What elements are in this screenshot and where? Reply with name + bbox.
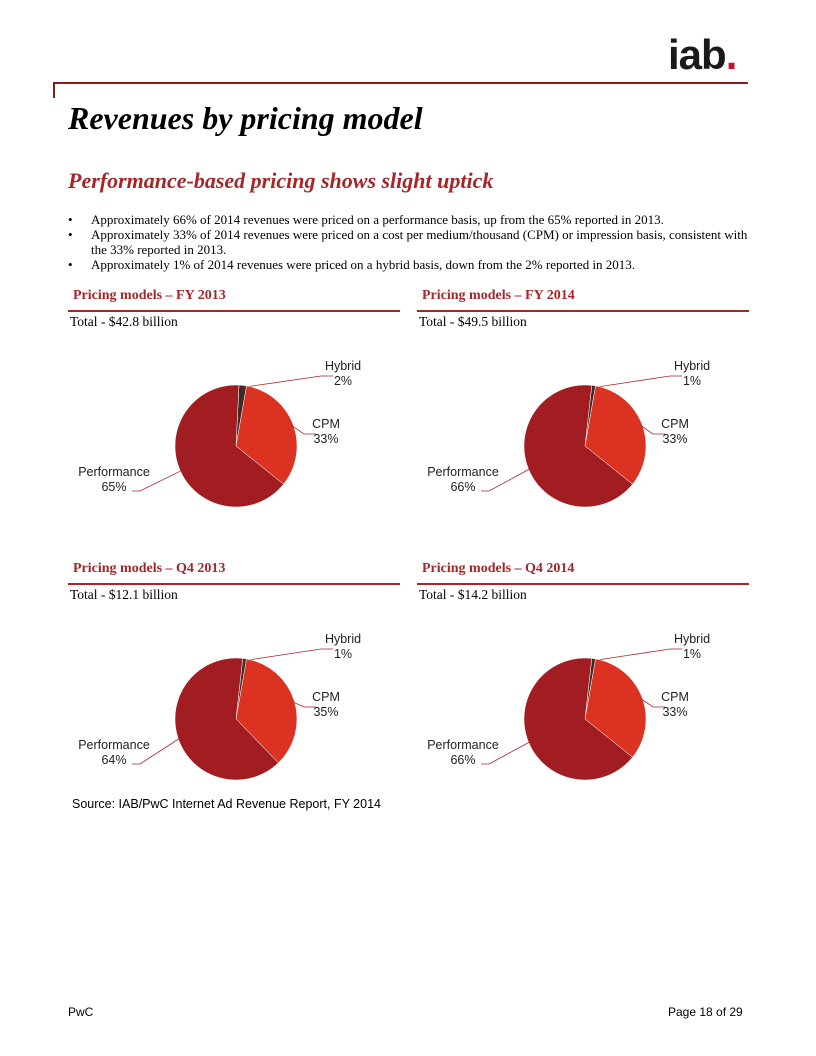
slice-value-label: 1% [682, 647, 702, 661]
slice-name-label: Hybrid [673, 359, 711, 373]
slice-value-label: 65% [101, 480, 127, 494]
logo-text: iab [668, 31, 726, 78]
slice-name-label: CPM [312, 417, 340, 431]
slice-name-label: CPM [661, 417, 689, 431]
slice-value-label: 64% [101, 753, 127, 767]
page-title: Revenues by pricing model [68, 100, 423, 136]
pie-chart [417, 561, 749, 801]
slice-name-label: Hybrid [324, 359, 362, 373]
bullet-list [68, 212, 748, 272]
chart-title: Pricing models – FY 2014 [422, 288, 575, 303]
leader-line-hybrid [244, 649, 333, 661]
pie-chart [417, 288, 749, 528]
chart-panel-q42014 [417, 561, 749, 801]
slice-name-label: Performance [78, 738, 150, 752]
leader-line-hybrid [593, 376, 682, 388]
slice-name-label: Performance [78, 465, 150, 479]
chart-title: Pricing models – Q4 2014 [422, 561, 575, 576]
footer-page-number: Page 18 of 29 [668, 1005, 743, 1019]
chart-panel-fy2013 [68, 288, 400, 528]
slice-value-label: 33% [662, 705, 688, 719]
bullet-item: • Approximately 33% of 2014 revenues were priced on a cost per medium/thousand (CPM) or impression basis, consistent with the 33% reported in 2013. [68, 227, 748, 257]
iab-logo [668, 31, 737, 78]
slice-value-label: 2% [333, 374, 353, 388]
logo-dot: . [725, 31, 737, 78]
slice-name-label: CPM [312, 690, 340, 704]
chart-total: Total - $12.1 billion [70, 587, 178, 602]
pie-chart [68, 561, 400, 801]
slice-name-label: Performance [427, 465, 499, 479]
slice-name-label: Hybrid [324, 632, 362, 646]
bullet-item: • Approximately 66% of 2014 revenues were priced on a performance basis, up from the 65% reported in 2013. [68, 212, 748, 227]
slice-name-label: CPM [661, 690, 689, 704]
chart-total: Total - $49.5 billion [419, 314, 527, 329]
slice-value-label: 33% [313, 432, 339, 446]
leader-line-hybrid [593, 649, 682, 661]
chart-panel-q42013 [68, 561, 400, 801]
slice-name-label: Performance [427, 738, 499, 752]
leader-line-hybrid [243, 376, 333, 387]
slice-value-label: 1% [333, 647, 353, 661]
chart-title: Pricing models – FY 2013 [73, 288, 226, 303]
chart-panel-fy2014 [417, 288, 749, 528]
slice-value-label: 66% [450, 480, 476, 494]
pie-chart [68, 288, 400, 528]
chart-total: Total - $42.8 billion [70, 314, 178, 329]
chart-title: Pricing models – Q4 2013 [73, 561, 226, 576]
slice-value-label: 33% [662, 432, 688, 446]
bullet-item: • Approximately 1% of 2014 revenues were priced on a hybrid basis, down from the 2% reported in 2013. [68, 257, 748, 272]
header-rule [53, 82, 748, 84]
footer-company: PwC [68, 1005, 94, 1019]
source-note: Source: IAB/PwC Internet Ad Revenue Report, FY 2014 [72, 797, 381, 811]
slice-value-label: 35% [313, 705, 339, 719]
slice-value-label: 66% [450, 753, 476, 767]
slice-name-label: Hybrid [673, 632, 711, 646]
header-tick [53, 82, 55, 98]
slice-value-label: 1% [682, 374, 702, 388]
chart-total: Total - $14.2 billion [419, 587, 527, 602]
section-subtitle: Performance-based pricing shows slight uptick [68, 168, 494, 193]
